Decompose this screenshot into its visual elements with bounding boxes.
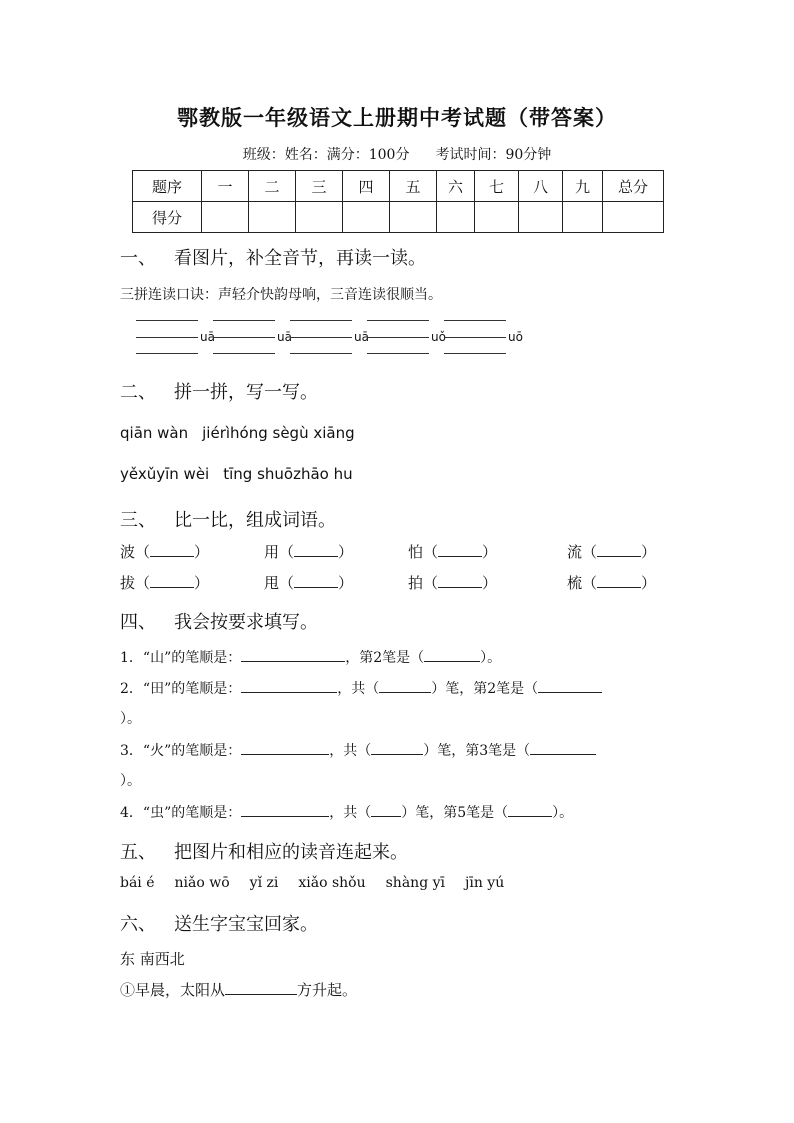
exam-meta <box>0 144 794 164</box>
section-number: 三、 <box>120 510 156 531</box>
pinyin-line <box>120 465 353 483</box>
question-text: ）。 <box>480 650 502 666</box>
pinyin-option[interactable]: jīn yú <box>465 875 505 891</box>
section-3-heading <box>120 506 336 532</box>
char: 用 <box>264 543 280 561</box>
answer-blank[interactable] <box>241 802 329 817</box>
section-title: 我会按要求填写。 <box>174 612 318 633</box>
question-text: 3．“火”的笔顺是： <box>120 743 242 759</box>
section-6-heading <box>120 910 318 936</box>
syllable-vowel: uō <box>508 330 523 344</box>
score-row-label: 得分 <box>133 202 202 233</box>
stroke-question <box>120 740 596 760</box>
pinyin-word: jiérìhóng sègù xiāng <box>202 424 355 442</box>
answer-blank[interactable] <box>597 573 641 588</box>
answer-blank[interactable] <box>424 647 480 662</box>
question-text: 4．“虫”的笔顺是： <box>120 805 242 821</box>
section-number: 四、 <box>120 612 156 633</box>
sentence-text: ①早晨，太阳从 <box>120 981 226 999</box>
answer-blank[interactable] <box>150 542 194 557</box>
score-header-cell: 四 <box>343 171 390 202</box>
score-header-cell: 五 <box>390 171 437 202</box>
section-4-heading <box>120 608 318 634</box>
answer-blank[interactable] <box>241 647 345 662</box>
score-header-cell: 二 <box>249 171 296 202</box>
char: 梳 <box>567 574 583 592</box>
page-title: 鄂教版一年级语文上册期中考试题（带答案） <box>177 105 617 130</box>
answer-blank[interactable] <box>530 740 596 755</box>
score-header-cell: 总分 <box>603 171 664 202</box>
word-pair: 拍（ ） <box>408 574 498 592</box>
question-text: ，第2笔是（ <box>345 650 425 666</box>
character-bank: 东 南西北 <box>120 950 185 968</box>
pinyin-option[interactable]: yǐ zi <box>249 875 279 891</box>
score-header-row <box>133 171 664 202</box>
section-title: 看图片，补全音节，再读一读。 <box>174 248 426 269</box>
answer-blank[interactable] <box>225 980 297 995</box>
score-cell[interactable] <box>390 202 437 233</box>
stroke-question <box>120 647 501 667</box>
pinyin-option[interactable]: niǎo wō <box>174 875 230 891</box>
score-header-cell: 七 <box>475 171 519 202</box>
score-header-cell: 八 <box>519 171 563 202</box>
question-text: ，共（ <box>329 743 372 759</box>
answer-blank[interactable] <box>438 573 482 588</box>
sentence-text: 方升起。 <box>297 981 358 999</box>
score-cell[interactable] <box>475 202 519 233</box>
pinyin-word: yěxǔyīn wèi <box>120 465 210 483</box>
pinyin-option[interactable]: xiǎo shǒu <box>298 875 366 891</box>
char: 波 <box>120 543 136 561</box>
stroke-question <box>120 802 573 822</box>
section-2-heading <box>120 378 318 404</box>
pinyin-line <box>120 424 355 442</box>
word-pair: 流（ ） <box>567 543 657 561</box>
section-1-heading <box>120 244 426 270</box>
syllable-vowel: uā <box>200 330 215 344</box>
question-text: ）笔，第3笔是（ <box>423 743 531 759</box>
answer-blank[interactable] <box>371 802 401 817</box>
answer-blank[interactable] <box>438 542 482 557</box>
question-text: 2．“田”的笔顺是： <box>120 681 242 697</box>
char: 拍 <box>408 574 424 592</box>
class-info: 班级：姓名：满分：100分 <box>242 147 410 163</box>
answer-blank[interactable] <box>597 542 641 557</box>
section-5-heading <box>120 838 408 864</box>
score-cell[interactable] <box>603 202 664 233</box>
pinyin-option[interactable]: shàng yī <box>385 875 445 891</box>
syllable-vowel: uā <box>354 330 369 344</box>
section-title: 比一比，组成词语。 <box>174 510 336 531</box>
section-number: 二、 <box>120 382 156 403</box>
pinyin-option[interactable]: bái é <box>120 875 155 891</box>
score-cell[interactable] <box>437 202 475 233</box>
question-text: ）笔，第5笔是（ <box>401 805 509 821</box>
word-pair: 怕（ ） <box>408 543 498 561</box>
question-end: ）。 <box>120 773 141 789</box>
question-text: 1．“山”的笔顺是： <box>120 650 242 666</box>
score-header-cell: 六 <box>437 171 475 202</box>
question-end: ）。 <box>120 711 141 727</box>
question-text: ，共（ <box>329 805 372 821</box>
syllable-vowel: uā <box>277 330 292 344</box>
char: 流 <box>567 543 583 561</box>
score-header-cell: 三 <box>296 171 343 202</box>
stroke-question <box>120 678 602 698</box>
section-title: 把图片和相应的读音连起来。 <box>174 842 408 863</box>
score-cell[interactable] <box>343 202 390 233</box>
answer-blank[interactable] <box>294 542 338 557</box>
word-pair: 梳（ ） <box>567 574 657 592</box>
answer-blank[interactable] <box>379 678 431 693</box>
question-text: ）。 <box>552 805 574 821</box>
answer-blank[interactable] <box>241 678 337 693</box>
word-pair: 波（ ） <box>120 543 210 561</box>
answer-blank[interactable] <box>508 802 552 817</box>
question-text: ，共（ <box>337 681 380 697</box>
char: 怕 <box>408 543 424 561</box>
char: 拔 <box>120 574 136 592</box>
answer-blank[interactable] <box>294 573 338 588</box>
score-header-cell: 九 <box>563 171 603 202</box>
section-title: 拼一拼，写一写。 <box>174 382 318 403</box>
answer-blank[interactable] <box>150 573 194 588</box>
section-number: 五、 <box>120 842 156 863</box>
question-text: ）笔，第2笔是（ <box>431 681 539 697</box>
word-pair: 甩（ ） <box>264 574 354 592</box>
word-pair: 用（ ） <box>264 543 354 561</box>
syllable-vowel: uǒ <box>431 330 446 344</box>
score-cell[interactable] <box>202 202 249 233</box>
section-title: 送生字宝宝回家。 <box>174 914 318 935</box>
answer-blank[interactable] <box>371 740 423 755</box>
pinyin-word: qiān wàn <box>120 424 189 442</box>
score-header-cell: 一 <box>202 171 249 202</box>
score-cell[interactable] <box>296 202 343 233</box>
score-cell[interactable] <box>563 202 603 233</box>
score-value-row <box>133 202 664 233</box>
answer-blank[interactable] <box>241 740 329 755</box>
fill-sentence <box>120 979 357 1000</box>
pinyin-rule: 三拼连读口诀：声轻介快韵母响，三音连读很顺当。 <box>120 287 442 303</box>
section-number: 一、 <box>120 248 156 269</box>
pinyin-options <box>120 875 504 891</box>
score-header-cell: 题序 <box>133 171 202 202</box>
pinyin-word: tīng shuōzhāo hu <box>223 465 353 483</box>
answer-blank[interactable] <box>538 678 602 693</box>
score-cell[interactable] <box>249 202 296 233</box>
exam-time: 考试时间：90分钟 <box>435 147 552 163</box>
char: 甩 <box>264 574 280 592</box>
section-number: 六、 <box>120 914 156 935</box>
word-pair: 拔（ ） <box>120 574 210 592</box>
score-cell[interactable] <box>519 202 563 233</box>
score-table <box>132 170 664 233</box>
